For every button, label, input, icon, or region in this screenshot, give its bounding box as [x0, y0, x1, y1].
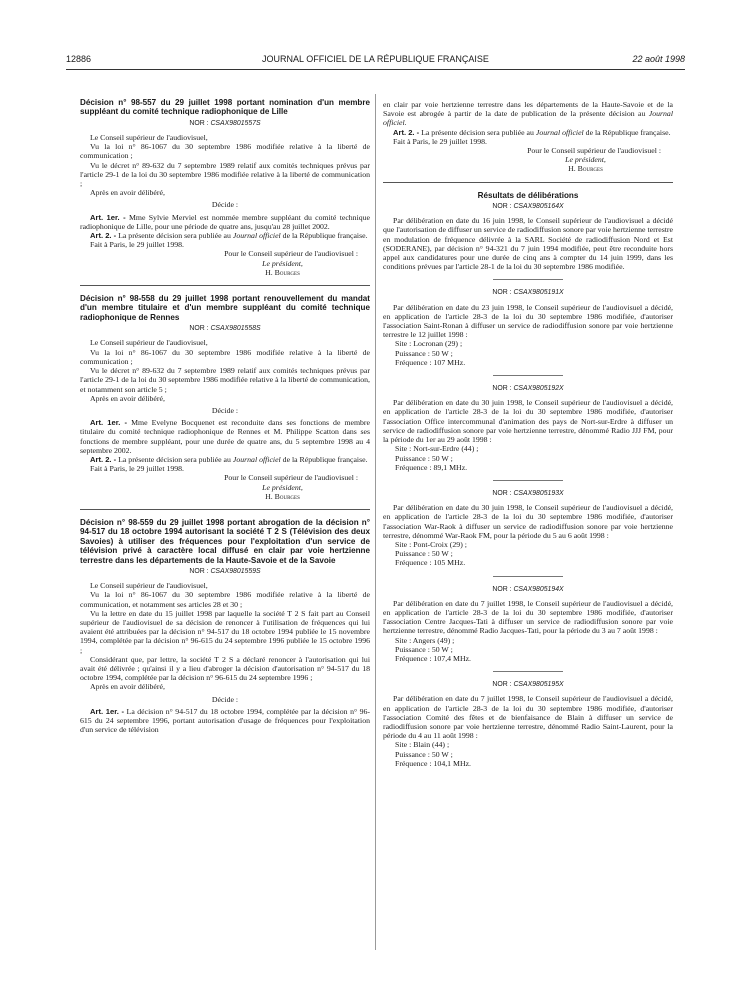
decide-heading: Décide : [211, 405, 239, 415]
section-divider [80, 509, 370, 510]
section-divider [383, 182, 673, 183]
paragraph: Le Conseil supérieur de l'audiovisuel, [90, 581, 208, 591]
frequency-line: Fréquence : 107 MHz. [395, 357, 466, 367]
power-line: Puissance : 50 W ; [395, 644, 453, 654]
signature-role: Le président, [262, 258, 303, 268]
short-divider [493, 375, 563, 376]
decision-title: Décision n° 98-557 du 29 juillet 1998 portant nomination d'un membre suppléant du comité technique radiophonique de Lille [80, 98, 370, 117]
article-1: Art. 1er. - Mme Sylvie Merviel est nommée membre suppléant du comité technique radiophonique de Lille, pour une période de quatre ans, jusqu'au 28 juillet 2002. [80, 212, 370, 231]
power-line: Puissance : 50 W ; [395, 549, 453, 559]
paragraph: Par délibération en date du 23 juin 1998, le Conseil supérieur de l'audiovisuel a décidé, en application de l'article 28-3 de la loi du 30 septembre 1986 modifiée, d'autoriser l'association Saint-Ronan à diffuser un service de radiodiffusion sonore par voie hertzienne terrestre le 12 juillet 1998 : [383, 302, 673, 340]
decide-heading: Décide : [211, 694, 239, 704]
nor-reference: NOR : CSAX9801559S [189, 567, 261, 575]
nor-reference: NOR : CSAX9805194X [492, 585, 564, 593]
results-title: Résultats de délibérations [477, 190, 579, 200]
paragraph: Après en avoir délibéré, [90, 188, 165, 198]
decision-98-557 [80, 98, 370, 277]
site-line: Site : Angers (49) ; [395, 635, 455, 645]
decision-title: Décision n° 98-559 du 29 juillet 1998 portant abrogation de la décision n° 94-517 du 18 octobre 1994 autorisant la société T 2 S (Télévision des deux Savoies) à utiliser des fréquences pour l'exploitation d'un service de télévision privé à caractère local diffusé en clair par voie hertzienne terrestre dans les départements de la Haute-Savoie et de la Savoie [80, 517, 370, 565]
site-line: Site : Blain (44) ; [395, 740, 450, 750]
nor-reference: NOR : CSAX9801558S [189, 325, 261, 333]
short-divider [493, 576, 563, 577]
result-4 [383, 489, 673, 568]
done-at: Fait à Paris, le 29 juillet 1998. [393, 136, 487, 146]
signature-name: H. Bourges [265, 267, 300, 277]
nor-reference: NOR : CSAX9805191X [492, 289, 564, 297]
frequency-line: Fréquence : 89,1 MHz. [395, 462, 468, 472]
signature-name: H. Bourges [568, 164, 603, 174]
paragraph: Vu la loi n° 86-1067 du 30 septembre 1986 modifiée relative à la liberté de communication ; [80, 142, 370, 161]
result-5 [383, 585, 673, 664]
paragraph: Par délibération en date du 30 juin 1998, le Conseil supérieur de l'audiovisuel a décidé, en application de l'article 28-3 de la loi du 30 septembre 1986 modifiée, d'autoriser l'association War-Raok à diffuser un service de radiodiffusion sonore par voie hertzienne terrestre, dénommé War-Raok FM, pour la période du 5 au 6 août 1998 : [383, 503, 673, 540]
done-at: Fait à Paris, le 29 juillet 1998. [90, 240, 184, 250]
page-header [66, 54, 685, 70]
decision-title: Décision n° 98-558 du 29 juillet 1998 portant renouvellement du mandat d'un membre titulaire et d'un membre suppléant du comité technique radiophonique de Rennes [80, 294, 370, 322]
continued-article: en clair par voie hertzienne terrestre dans les départements de la Haute-Savoie et de la Savoie est abrogée à partir de la date de publication de la présente décision au Journal officiel. [383, 100, 673, 128]
nor-reference: NOR : CSAX9805164X [492, 203, 564, 211]
paragraph: Après en avoir délibéré, [90, 393, 165, 403]
paragraph: Vu le décret n° 89-632 du 7 septembre 1989 relatif aux comités techniques prévus par l'article 29-1 de la loi du 30 septembre 1986 modifiée relative à la liberté de communication, et notamment son article 5 ; [80, 366, 370, 394]
paragraph: Vu la loi n° 86-1067 du 30 septembre 1986 modifiée relative à la liberté de communication, et notamment ses articles 28 et 30 ; [80, 590, 370, 609]
page-number: 12886 [66, 54, 92, 64]
paragraph: Par délibération en date du 16 juin 1998, le Conseil supérieur de l'audiovisuel a décidé que l'autorisation de diffuser un service de radiodiffusion sonore par voie hertzienne terrestre en modulation de fréquence délivrée à la SARL Société de radiodiffusion Nord et Est (SODERANE), par décision n° 94-321 du 7 juin 1994 modifiée, peut être reconduite hors appel aux candidatures pour une durée de cinq ans à compter du 14 juin 1999, dans les conditions prévues par l'article 28-1 de la loi du 30 septembre 1986 modifiée. [383, 216, 673, 272]
power-line: Puissance : 50 W ; [395, 453, 453, 463]
site-line: Site : Nort-sur-Erdre (44) ; [395, 444, 479, 454]
nor-reference: NOR : CSAX9805193X [492, 489, 564, 497]
signature-for: Pour le Conseil supérieur de l'audiovisuel : [224, 249, 358, 259]
paragraph: Par délibération en date du 7 juillet 1998, le Conseil supérieur de l'audiovisuel a décidé, en application de l'article 28-3 de la loi du 30 septembre 1986 modifiée, d'autoriser l'association Comité des fêtes et de bienfaisance de Blain à diffuser un service de radiodiffusion sonore par voie hertzienne terrestre, dénommé Radio Saint-Laurent, pour la période du 4 au 11 août 1998 : [383, 694, 673, 741]
result-6 [383, 680, 673, 768]
article-2: Art. 2. - La présente décision sera publiée au Journal officiel de la République française. [393, 127, 671, 137]
result-1 [383, 202, 673, 271]
column-separator [375, 94, 376, 950]
paragraph: Vu le décret n° 89-632 du 7 septembre 1989 relatif aux comités techniques prévus par l'article 29-1 de la loi du 30 septembre 1986 modifiée relative à la liberté de communication ; [80, 160, 370, 189]
signature-for: Pour le Conseil supérieur de l'audiovisuel : [527, 146, 661, 156]
result-3 [383, 384, 673, 472]
nor-reference: NOR : CSAX9805192X [492, 385, 564, 393]
decision-98-558 [80, 294, 370, 501]
frequency-line: Fréquence : 105 MHz. [395, 558, 466, 568]
paragraph: Par délibération en date du 30 juin 1998, le Conseil supérieur de l'audiovisuel a décidé, en application de l'article 28-3 de la loi du 30 septembre 1986 modifiée, d'autoriser l'association Office intercommunal d'animation des pays de Nort-sur-Erdre à diffuser un service de radiodiffusion sonore par voie hertzienne terrestre, dénommé Radio JJJ FM, pour la période du 1er au 29 août 1998 : [383, 398, 673, 445]
paragraph: Le Conseil supérieur de l'audiovisuel, [90, 338, 208, 348]
decide-heading: Décide : [211, 200, 239, 210]
site-line: Site : Pont-Croix (29) ; [395, 539, 467, 549]
header-rule [66, 69, 685, 70]
paragraph: Vu la lettre en date du 15 juillet 1998 par laquelle la société T 2 S fait part au Conseil supérieur de l'audiovisuel de sa décision de renoncer à l'utilisation de fréquences qui lui avaient été attribuées par la décision n° 94-517 du 18 octobre 1994 publiée le 15 novembre 1994, complétée par la décision n° 96-615 du 24 septembre 1996 publiée le 15 octobre 1996 ; [80, 608, 370, 655]
left-column [80, 98, 370, 734]
done-at: Fait à Paris, le 29 juillet 1998. [90, 464, 184, 474]
paragraph: Après en avoir délibéré, [90, 682, 165, 692]
article-2: Art. 2. - La présente décision sera publiée au Journal officiel de la République française. [90, 231, 368, 241]
site-line: Site : Locronan (29) ; [395, 339, 463, 349]
issue-date: 22 août 1998 [632, 54, 685, 64]
paragraph: Considérant que, par lettre, la société T 2 S a déclaré renoncer à l'autorisation qui lui avait été délivrée ; qu'ainsi il y a lieu d'abroger la décision d'autorisation n° 94-517 du 18 octobre 1994, complétée par la décision n° 96-615 du 24 septembre 1996 ; [80, 654, 370, 683]
result-2 [383, 288, 673, 367]
paragraph: Par délibération en date du 7 juillet 1998, le Conseil supérieur de l'audiovisuel a décidé, en application de l'article 28-3 de la loi du 30 septembre 1986 modifiée, d'autoriser l'association Centre Jacques-Tati à diffuser un service de radiodiffusion sonore par voie hertzienne terrestre, dénommé Radio Jacques-Tati, pour la période du 3 au 7 août 1998 : [383, 598, 673, 636]
journal-title: JOURNAL OFFICIEL DE LA RÉPUBLIQUE FRANÇAISE [262, 54, 489, 64]
power-line: Puissance : 50 W ; [395, 749, 453, 759]
frequency-line: Fréquence : 107,4 MHz. [395, 653, 472, 663]
signature-name: H. Bourges [265, 491, 300, 501]
short-divider [493, 671, 563, 672]
section-divider [80, 285, 370, 286]
frequency-line: Fréquence : 104,1 MHz. [395, 758, 472, 768]
article-1: Art. 1er. - La décision n° 94-517 du 18 octobre 1994, complétée par la décision n° 96-615 du 24 septembre 1996, portant autorisation d'usage de fréquences pour l'exploitation d'un service de télévision [80, 706, 370, 735]
short-divider [493, 279, 563, 280]
paragraph: Le Conseil supérieur de l'audiovisuel, [90, 133, 208, 143]
decision-98-559 [80, 518, 370, 734]
article-2: Art. 2. - La présente décision sera publiée au Journal officiel de la République française. [90, 454, 368, 464]
paragraph: Vu la loi n° 86-1067 du 30 septembre 1986 modifiée relative à la liberté de communication ; [80, 347, 370, 366]
right-column [383, 100, 673, 768]
signature-role: Le président, [262, 482, 303, 492]
signature-for: Pour le Conseil supérieur de l'audiovisuel : [224, 473, 358, 483]
signature-role: Le président, [565, 155, 606, 165]
nor-reference: NOR : CSAX9805195X [492, 681, 564, 689]
short-divider [493, 480, 563, 481]
power-line: Puissance : 50 W ; [395, 348, 453, 358]
article-1: Art. 1er. - Mme Evelyne Bocquenet est reconduite dans ses fonctions de membre titulaire du comité technique radiophonique de Rennes et M. Philippe Scatton dans ses fonctions de membre suppléant, pour une durée de quatre ans, du 5 septembre 1998 au 4 septembre 2002. [80, 418, 370, 455]
nor-reference: NOR : CSAX9801557S [189, 119, 261, 127]
